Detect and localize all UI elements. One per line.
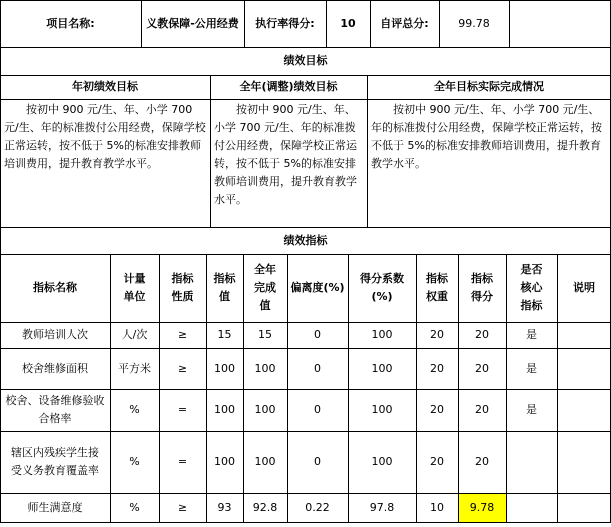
grid-line — [509, 0, 510, 47]
row3-unit: % — [129, 403, 140, 416]
goals-section-title: 绩效目标 — [283, 54, 328, 67]
row4-nature: = — [177, 455, 188, 468]
row2-name: 校舍维修面积 — [22, 361, 88, 375]
row1-nature: ≥ — [177, 328, 188, 341]
row1-note — [557, 322, 611, 348]
indicators-section-title: 绩效指标 — [283, 233, 328, 247]
row5-core — [506, 493, 557, 522]
row3-core: 是 — [526, 403, 537, 416]
grid-line — [210, 75, 211, 227]
grid-line — [557, 254, 558, 522]
row5-nature: ≥ — [177, 500, 188, 514]
grid-line — [0, 75, 611, 76]
row4-value: 100 — [214, 455, 235, 468]
th-weight: 指标权重 — [426, 272, 448, 303]
th-score: 指标得分 — [471, 272, 493, 303]
th-unit: 计量单位 — [123, 272, 146, 303]
row2-core: 是 — [526, 361, 537, 375]
row4-actual: 100 — [254, 455, 276, 468]
th-core: 是否核心指标 — [520, 263, 543, 312]
th-value: 指标值 — [213, 272, 236, 303]
row3-note — [557, 389, 611, 431]
self-score-label: 自评总分: — [380, 16, 429, 30]
row4-weight: 20 — [430, 455, 444, 468]
row1-coef: 100 — [371, 328, 393, 341]
grid-line — [506, 254, 507, 522]
goals-col-initial: 年初绩效目标 — [72, 80, 138, 93]
row2-note — [557, 348, 611, 389]
row1-score: 20 — [475, 328, 489, 341]
goals-col-actual: 全年目标实际完成情况 — [434, 80, 544, 93]
th-actual: 全年完成值 — [254, 263, 276, 312]
grid-line — [367, 75, 368, 227]
row4-note — [557, 431, 611, 493]
row5-coef: 97.8 — [369, 500, 395, 514]
row1-unit: 人/次 — [121, 328, 148, 341]
project-name-value: 义教保障-公用经费 — [146, 17, 239, 30]
row5-score: 9.78 — [458, 494, 506, 522]
row1-name: 教师培训人次 — [22, 328, 88, 341]
row4-core — [506, 431, 557, 493]
row5-actual: 92.8 — [252, 500, 278, 514]
row3-name: 校舍、设备维修验收合格率 — [5, 394, 105, 425]
row5-value: 93 — [217, 500, 232, 514]
row5-unit: % — [129, 500, 140, 514]
grid-line — [370, 0, 371, 47]
row1-value: 15 — [217, 328, 232, 341]
row4-coef: 100 — [371, 455, 393, 468]
grid-line — [326, 0, 327, 47]
grid-line — [0, 493, 611, 494]
th-coef: 得分系数(%) — [360, 272, 404, 303]
th-indicator-name: 指标名称 — [33, 281, 77, 294]
grid-line — [243, 254, 244, 522]
row3-deviation: 0 — [314, 403, 321, 416]
row1-core: 是 — [526, 328, 537, 341]
row2-value: 100 — [214, 361, 235, 375]
grid-line — [348, 254, 349, 522]
row3-coef: 100 — [371, 403, 393, 416]
row4-score: 20 — [475, 455, 489, 468]
row3-weight: 20 — [430, 403, 444, 416]
grid-line — [0, 322, 611, 323]
row3-score: 20 — [475, 403, 489, 416]
exec-score-label: 执行率得分: — [255, 16, 315, 30]
row5-name: 师生满意度 — [27, 500, 83, 514]
row2-weight: 20 — [430, 361, 444, 375]
row1-weight: 20 — [430, 328, 444, 341]
grid-line — [0, 348, 611, 349]
row3-actual: 100 — [254, 403, 276, 416]
row1-deviation: 0 — [314, 328, 321, 341]
grid-line — [0, 522, 611, 523]
row2-nature: ≥ — [177, 361, 188, 375]
grid-line — [0, 0, 611, 1]
row2-score: 20 — [475, 361, 489, 375]
grid-line — [141, 0, 142, 47]
row4-deviation: 0 — [314, 455, 321, 468]
row5-weight: 10 — [430, 500, 444, 514]
th-note: 说明 — [573, 281, 595, 294]
grid-line — [416, 254, 417, 522]
self-score-value: 99.78 — [458, 16, 490, 30]
row5-note — [557, 493, 611, 522]
row1-actual: 15 — [258, 328, 272, 341]
row4-unit: % — [129, 455, 140, 468]
project-name-label: 项目名称: — [46, 16, 95, 30]
row2-actual: 100 — [254, 361, 276, 375]
goals-text-actual: 按初中 900 元/生、年、小学 700 元/生、年的标准拨付公用经费，保障学校正常运转，按不低于 5%的标准安排教师培训费用，提升教育教学水平。 — [371, 103, 602, 170]
row2-unit: 平方米 — [118, 361, 151, 375]
grid-line — [0, 227, 611, 228]
grid-line — [244, 0, 245, 47]
grid-line — [0, 0, 1, 523]
row3-nature: = — [177, 403, 188, 416]
grid-line — [0, 254, 611, 255]
grid-line — [458, 254, 459, 522]
grid-line — [159, 254, 160, 522]
grid-line — [206, 254, 207, 522]
grid-line — [439, 0, 440, 47]
grid-line — [0, 99, 611, 100]
row4-name: 辖区内残疾学生接受义务教育覆盖率 — [11, 446, 99, 477]
goals-text-initial: 按初中 900 元/生、年、小学 700 元/生、年的标准拨付公用经费，保障学校正常运转，按不低于 5%的标准安排教师培训费用，提升教育教学水平。 — [4, 103, 206, 170]
grid-line — [0, 389, 611, 390]
th-deviation: 偏离度(%) — [290, 281, 345, 294]
grid-line — [287, 254, 288, 522]
grid-line — [0, 431, 611, 432]
th-nature: 指标性质 — [171, 272, 194, 303]
grid-line — [110, 254, 111, 522]
row2-coef: 100 — [371, 361, 393, 375]
row2-deviation: 0 — [314, 361, 321, 375]
exec-score-value: 10 — [340, 16, 356, 30]
row5-deviation: 0.22 — [305, 500, 330, 514]
goals-text-adjusted: 按初中 900 元/生、年、小学 700 元/生、年的标准拨付公用经费，保障学校正常运转，按不低于 5%的标准安排教师培训费用，提升教育教学水平。 — [214, 103, 357, 206]
goals-col-adjusted: 全年(调整)绩效目标 — [239, 80, 338, 93]
grid-line — [0, 47, 611, 48]
row3-value: 100 — [214, 403, 235, 416]
